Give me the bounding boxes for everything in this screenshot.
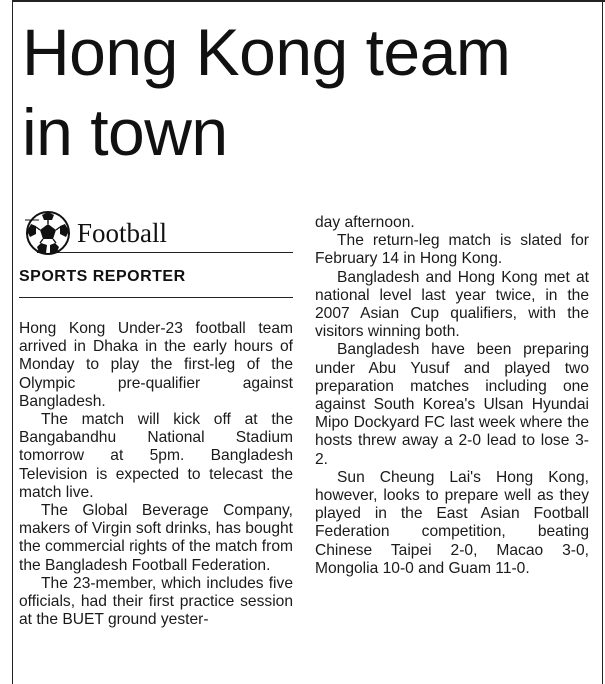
section-rule [37, 252, 293, 253]
paragraph: day afternoon. [315, 214, 415, 231]
paragraph: The match will kick off at the Bangabandhu National Stadium tomorrow at 5pm. Bangladesh Television is expected to telecast the match live. [19, 411, 293, 501]
paragraph: The Global Beverage Company, makers of Virgin soft drinks, has bought the commercial rights of the match from the Bangladesh Football Federation. [19, 502, 293, 574]
paragraph: The 23-member, which includes five officials, had their first practice session at the BUET ground yester- [19, 574, 293, 629]
football-icon [25, 210, 71, 256]
headline-line-2: in town [22, 95, 228, 169]
paragraph: Sun Cheung Lai's Hong Kong, however, looks to prepare well as they played in the East Asian Football Federation competition, beating Chinese Taipei 2-0, Macao 3-0, Mongolia 10-0 and Guam 11-0. [315, 468, 589, 577]
paragraph: Bangladesh have been preparing under Abu Yusuf and played two preparation matches including one against South Korea's Ulsan Hyundai Mipo Dockyard FC last week where the hosts threw away a 2-0 lead to lose 3-2. [315, 341, 589, 468]
headline [22, 12, 602, 172]
byline: SPORTS REPORTER [19, 268, 186, 285]
article-column-left [19, 208, 293, 629]
paragraph: Bangladesh and Hong Kong met at national level last year twice, in the 2007 Asian Cup qualifiers, with the visitors winning both. [315, 268, 589, 341]
byline-rule [19, 297, 293, 298]
article-column-right [315, 214, 589, 578]
section-label: Football [77, 217, 168, 248]
section-kicker [19, 208, 293, 258]
frame-left-rule [12, 0, 13, 684]
headline-line-1: Hong Kong team [22, 15, 511, 89]
frame-top-rule [12, 0, 605, 2]
paragraph: The return-leg match is slated for February 14 in Hong Kong. [315, 232, 589, 268]
frame-right-rule [602, 0, 603, 684]
paragraph: Hong Kong Under-23 football team arrived in Dhaka in the early hours of Monday to play the first-leg of the Olympic pre-qualifier against Bangladesh. [19, 320, 293, 410]
